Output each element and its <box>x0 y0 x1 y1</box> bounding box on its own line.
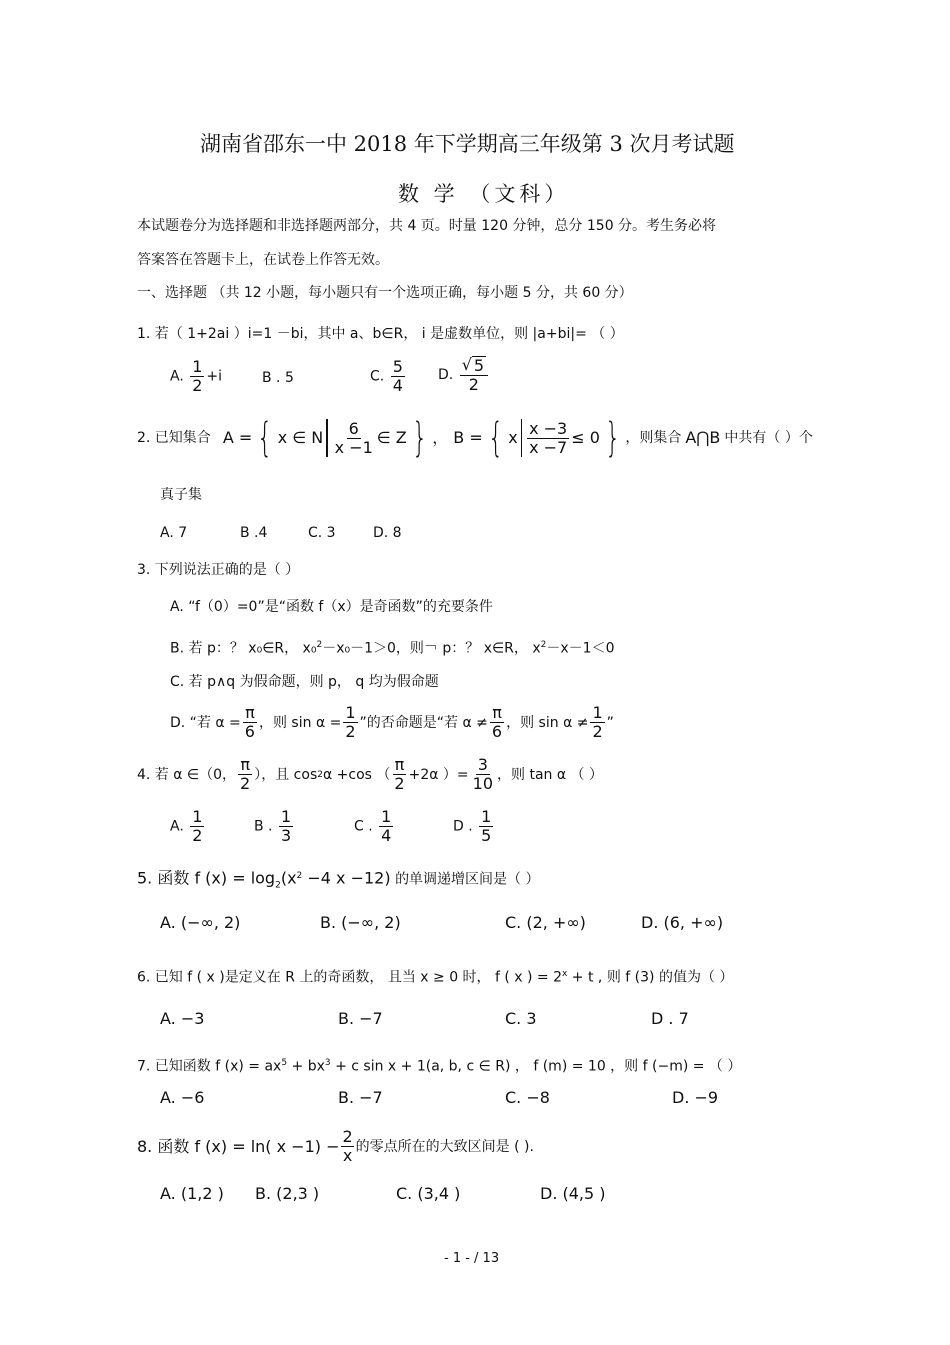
q1-c-num: 5 <box>392 357 403 376</box>
q5-tail: −4 x −12) <box>302 868 391 888</box>
q7-stem <box>137 1054 741 1076</box>
q1-a-num: 1 <box>192 357 203 376</box>
q4-a-fraction <box>190 808 204 845</box>
q2-a-den: x −1 <box>334 437 373 457</box>
q4-c-num: 1 <box>381 807 392 826</box>
q5-option-d: D. (6, +∞) <box>641 913 724 932</box>
q2-b-tail: ≤ 0 <box>571 428 600 447</box>
q3-b-mid: －x₀－1＞0，则￢ p：？ x∈R， x <box>322 640 541 657</box>
intro-line-2: 答案答在答题卡上，在试卷上作答无效。 <box>137 252 389 268</box>
q7-sup2: 3 <box>324 1058 331 1068</box>
q3-d-pre: D. “若 α = <box>170 714 241 731</box>
q3-d-n3: π <box>492 703 502 722</box>
q5-option-a: A. (−∞, 2) <box>160 913 241 932</box>
q4-d-fraction <box>479 808 493 845</box>
q2-a-right-brace: } <box>411 415 428 461</box>
q8-option-b: B. (2,3 ) <box>255 1184 320 1203</box>
q3-d-n2: 1 <box>345 703 356 722</box>
q4-mid1: ），且 cos <box>254 766 318 783</box>
q4-b-label: B . <box>254 818 273 835</box>
q1-a-den: 2 <box>192 376 203 395</box>
q1-option-a <box>170 358 222 395</box>
q2-intersection: A⋂B <box>685 428 721 447</box>
q5-pre: 5. 函数 f (x) = log <box>137 868 276 888</box>
q3-stem: 3. 下列说法正确的是（ ） <box>137 562 300 578</box>
q2-b-var: x <box>508 428 518 447</box>
q3-b-sup: 2 <box>316 640 323 650</box>
q4-n2: π <box>394 755 405 774</box>
q1-d-fraction <box>460 356 488 394</box>
q2-a-var: x ∈ N <box>277 428 324 447</box>
q8-option-a: A. (1,2 ) <box>160 1184 224 1203</box>
q3-d-d3: 6 <box>491 722 503 741</box>
q1-c-fraction <box>391 358 405 395</box>
q4-d-den: 5 <box>481 826 492 845</box>
q4-option-c <box>354 808 395 845</box>
q6-sup: x <box>562 969 568 979</box>
q3-b-tail: －x－1＜0 <box>546 640 615 657</box>
q8-pre: 8. 函数 f (x) = ln( x −1) − <box>137 1136 340 1156</box>
q4-pre: 4. 若 α ∈（0， <box>137 766 237 783</box>
q8-stem <box>137 1128 534 1165</box>
q2-option-b: B .4 <box>240 525 268 541</box>
q4-a-den: 2 <box>192 826 203 845</box>
exam-subtitle: 数 学 （文科） <box>398 182 570 206</box>
q4-d-label: D . <box>453 818 473 835</box>
q2-option-d: D. 8 <box>373 525 402 541</box>
q4-b-den: 3 <box>280 826 292 845</box>
q1-d-radicand: 5 <box>473 356 485 375</box>
q3-option-d <box>170 704 614 741</box>
q7-pre: 7. 已知函数 f (x) = ax <box>137 1058 282 1075</box>
exam-title: 湖南省邵东一中 2018 年下学期高三年级第 3 次月考试题 <box>200 132 735 156</box>
q1-a-label: A. <box>170 368 184 385</box>
q3-d-end: ” <box>606 714 614 731</box>
q3-d-n4: 1 <box>592 703 603 722</box>
section-heading: 一、选择题 （共 12 小题，每小题只有一个选项正确，每小题 5 分，共 60 分） <box>137 285 633 301</box>
q4-frac-1 <box>238 756 252 793</box>
intro-line-1: 本试题卷分为选择题和非选择题两部分，共 4 页。时量 120 分钟，总分 150 分。考生务必将 <box>137 218 717 234</box>
q2-option-c: C. 3 <box>308 525 336 541</box>
q5-after: 的单调递增区间是（ ） <box>395 871 540 888</box>
q6-pre: 6. 已知 f ( x )是定义在 R 上的奇函数， 且当 x ≥ 0 时， f ( x ) = 2 <box>137 969 563 986</box>
q2-b-num: x −3 <box>529 418 568 438</box>
q2-option-a: A. 7 <box>160 525 188 541</box>
q7-option-b: B. −7 <box>338 1088 383 1107</box>
q6-option-b: B. −7 <box>338 1009 383 1028</box>
q3-d-d1: 6 <box>244 722 255 741</box>
q2-b-bar <box>521 419 522 457</box>
q2-unit: 个 <box>799 430 813 446</box>
q4-b-fraction <box>279 808 293 845</box>
q7-m1: + bx <box>287 1058 325 1075</box>
q8-option-c: C. (3,4 ) <box>396 1184 461 1203</box>
q2-b-right-brace: } <box>604 415 621 461</box>
q2-b-fraction <box>527 420 569 457</box>
q4-option-d <box>453 808 495 845</box>
q2-a-left-brace: { <box>257 415 273 461</box>
q3-d-d2: 2 <box>345 722 356 741</box>
q4-stem <box>137 756 603 793</box>
q4-option-b <box>254 808 295 845</box>
q1-d-label: D. <box>438 367 454 383</box>
q4-d1: 2 <box>240 774 251 793</box>
q5-option-b: B. (−∞, 2) <box>320 913 401 932</box>
q2-a-fraction <box>333 420 375 457</box>
q4-c-label: C . <box>354 818 373 835</box>
q6-option-d: D . 7 <box>651 1009 689 1028</box>
q6-option-a: A. −3 <box>160 1009 205 1028</box>
q3-d-d4: 2 <box>592 722 603 741</box>
q4-d3: 10 <box>472 774 493 793</box>
q7-tail: + c sin x + 1(a, b, c ∈ R) ， f (m) = 10 ，则 f (−m) = （ ） <box>330 1058 742 1075</box>
q5-stem <box>137 867 540 894</box>
q4-c-fraction <box>379 808 393 845</box>
q2-stem <box>137 415 799 461</box>
q2-a-num: 6 <box>348 418 359 438</box>
q3-d-m1: ，则 sin α = <box>258 714 342 731</box>
q6-stem <box>137 965 733 987</box>
q2-label: 2. 已知集合 <box>137 430 211 446</box>
q2-line-2: 真子集 <box>160 487 202 503</box>
q2-tail: 中共有（ ） <box>724 430 799 446</box>
q3-d-frac-3 <box>490 704 504 741</box>
q7-option-d: D. −9 <box>672 1088 719 1107</box>
q2-set-b-name: ， B = <box>432 428 483 447</box>
q1-d-den: 2 <box>468 375 479 394</box>
q4-d2: 2 <box>394 774 405 793</box>
q1-c-den: 4 <box>392 376 403 395</box>
q6-option-c: C. 3 <box>505 1009 537 1028</box>
q3-option-c: C. 若 p∧q 为假命题，则 p， q 均为假命题 <box>170 674 439 690</box>
q7-option-a: A. −6 <box>160 1088 205 1107</box>
q4-a-label: A. <box>170 818 184 835</box>
q3-d-frac-4 <box>590 704 604 741</box>
q8-option-d: D. (4,5 ) <box>540 1184 606 1203</box>
q4-frac-2 <box>392 756 406 793</box>
q2-a-bar <box>326 419 327 457</box>
q1-a-tail: +i <box>206 368 223 385</box>
q4-d-num: 1 <box>481 807 492 826</box>
q7-option-c: C. −8 <box>505 1088 550 1107</box>
q1-option-c <box>370 358 407 395</box>
q7-sup1: 5 <box>281 1058 288 1068</box>
q4-sup: 2 <box>317 769 323 780</box>
q8-fraction <box>340 1128 354 1165</box>
q4-a-num: 1 <box>192 807 203 826</box>
q3-d-m3: ，则 sin α ≠ <box>506 714 589 731</box>
q3-d-n1: π <box>245 703 255 722</box>
q4-mid2: α +cos （ <box>322 766 391 783</box>
q2-set-a-name: A = <box>222 428 253 447</box>
q4-n1: π <box>240 755 250 774</box>
q5-sub: 2 <box>275 880 281 891</box>
q6-tail: + t , 则 f (3) 的值为（ ） <box>567 969 734 986</box>
q8-den: x <box>342 1146 353 1165</box>
q1-a-fraction <box>190 358 204 395</box>
q3-b-sup2: 2 <box>540 640 547 650</box>
q3-option-a: A. “f（0）=0”是“函数 f（x）是奇函数”的充要条件 <box>170 599 493 615</box>
q4-mid3: +2α ）= <box>408 766 469 783</box>
q2-b-den: x −7 <box>529 437 568 457</box>
q5-mid: (x <box>280 868 297 888</box>
q3-d-frac-1 <box>243 704 257 741</box>
q2-b-left-brace: { <box>487 415 504 461</box>
q8-tail: 的零点所在的大致区间是 ( ). <box>355 1138 534 1155</box>
q1-d-sqrt: √ 5 <box>460 356 488 376</box>
q4-tail: ，则 tan α （ ） <box>497 766 603 783</box>
q1-stem: 1. 若（ 1+2ai ）i=1 －bi，其中 a、b∈R， i 是虚数单位，则 |a+bi|= （ ） <box>137 326 624 342</box>
q4-n3: 3 <box>477 755 488 774</box>
q3-option-b <box>170 636 615 658</box>
q3-d-m2: ”的否命题是“若 α ≠ <box>359 714 488 731</box>
q5-sup: 2 <box>296 871 303 881</box>
q4-frac-3 <box>471 756 495 793</box>
q2-a-tail: ∈ Z <box>376 428 407 447</box>
q4-option-a <box>170 808 206 845</box>
q3-d-frac-2 <box>343 704 357 741</box>
page-number: - 1 - / 13 <box>444 1251 500 1266</box>
q1-c-label: C. <box>370 368 385 385</box>
q1-option-b: B . 5 <box>262 370 294 386</box>
q3-b-pre: B. 若 p：？ x₀∈R， x₀ <box>170 640 317 657</box>
q1-option-d <box>438 356 490 394</box>
q4-c-den: 4 <box>381 826 392 845</box>
q5-option-c: C. (2, +∞) <box>505 913 586 932</box>
q4-b-num: 1 <box>280 807 292 826</box>
q8-num: 2 <box>342 1127 353 1146</box>
q2-after: ，则集合 <box>625 430 682 446</box>
